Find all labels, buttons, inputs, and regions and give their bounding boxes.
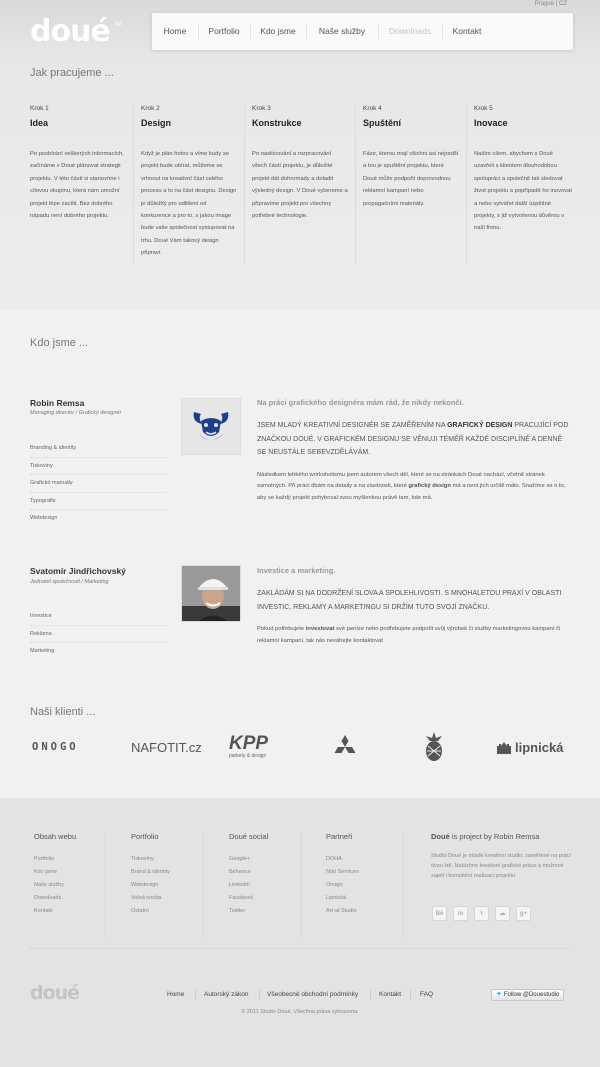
footer-column-title: Portfolio (131, 832, 159, 841)
footer-link[interactable]: Webdesign (131, 882, 159, 888)
bio-text-part: Pokud potřebujete (257, 626, 306, 632)
skill-item: Investice (30, 608, 166, 626)
footer-link[interactable]: Brand & identity (131, 869, 170, 875)
client-logo-text: lipnická (515, 739, 564, 755)
skill-item: Webdesign (30, 515, 58, 521)
footer-link[interactable]: Ostatní (131, 908, 149, 914)
main-nav (152, 13, 573, 50)
footer-link[interactable]: Kontakt (34, 908, 53, 914)
mitsubishi-diamonds-icon (332, 735, 358, 759)
footer-bottom-link-autorsky[interactable]: Autorský zákon (204, 991, 249, 998)
footer-link[interactable]: Lipnická (326, 895, 347, 901)
step-title: Inovace (474, 118, 508, 128)
pineapple-icon (424, 732, 444, 762)
person-photo (181, 565, 241, 622)
person-name: Svatomír Jindřichovský (30, 566, 126, 576)
bio-intro-text: PRACUJÍCÍ POD ZNAČKOU DOUÉ. V GRAFICKÉM DESIGNU SE VĚNUJI TÉMĚŘ KAŽDÉ DISCIPLÍNĚ A DENNĚ SE NEUSTÁLE SEBEVZDĚLÁVÁM. (257, 422, 569, 456)
footer-column-title: Doué social (229, 832, 269, 841)
footer-link[interactable]: Google+ (229, 856, 250, 862)
copyright: © 2011 Studio Doué. Všechna práva vyhrazena. (241, 1009, 359, 1015)
client-logo-text: NAFOTIT.cz (131, 739, 202, 755)
skill-item: Branding & identity (30, 440, 166, 458)
footer-link[interactable]: Onogo (326, 882, 343, 888)
step-divider (133, 105, 134, 265)
footer-link[interactable]: Twitter (229, 908, 246, 914)
bull-logo-icon (188, 406, 234, 448)
client-logo-onogo[interactable] (32, 732, 79, 762)
footer-link[interactable]: Kdo jsme (34, 869, 57, 875)
footer-divider (301, 832, 302, 937)
footer-bottom-divider (195, 990, 196, 999)
footer-about-title (431, 832, 571, 841)
twitter-bird-icon: ✦ (496, 991, 502, 998)
bio-text (257, 624, 572, 647)
nav-downloads[interactable]: Downloads (388, 26, 432, 36)
footer-bottom-divider (410, 990, 411, 999)
nav-home[interactable]: Home (163, 26, 187, 36)
footer-bottom-divider (259, 990, 260, 999)
skill-item: Grafické manuály (30, 475, 166, 493)
client-logo-text: ONOGO (32, 741, 79, 753)
bio-text-bold: investovat (305, 626, 335, 632)
skill-item: Reklama (30, 626, 166, 644)
clients-title: Naši klienti ... (30, 706, 96, 718)
person-bio (257, 566, 572, 647)
step-number: Krok 4 (363, 105, 382, 112)
footer-column-social (229, 832, 319, 918)
footer-column-obsah (34, 832, 124, 918)
person-photo (181, 398, 241, 455)
step-2 (141, 105, 237, 260)
nav-portfolio[interactable]: Portfolio (208, 26, 240, 36)
skill-item: Marketing (30, 648, 55, 654)
bio-intro (257, 419, 572, 460)
footer-bottom-link-home[interactable]: Home (167, 991, 185, 998)
nav-nase-sluzby[interactable]: Naše služby (318, 26, 366, 36)
footer-rule (30, 948, 572, 949)
client-logo-subtext: parkety & design (229, 753, 267, 759)
step-4 (363, 105, 459, 210)
footer-column-title: Partneři (326, 832, 353, 841)
client-logo-text: KPP (229, 733, 269, 754)
about-background (0, 310, 600, 798)
step-number: Krok 2 (141, 105, 160, 112)
castle-icon (496, 740, 512, 754)
step-5 (474, 105, 572, 235)
logo-trademark: TM (114, 22, 122, 28)
bio-headline: Investice a marketing. (257, 566, 336, 575)
cloud-icon[interactable]: ☁ (495, 906, 510, 921)
person-bio (257, 398, 572, 504)
footer-column-portfolio (131, 832, 221, 918)
bio-text-part: Následkem lehkého workoholismu jsem autorem všech děl, které se na stránkách Doué nachází, včetně stránek samotných. Při práci dbám na detaily a na vlastnosti, které (257, 471, 545, 489)
person-role: Jednatel společnosti / Marketing (30, 579, 109, 585)
bio-text (257, 470, 572, 505)
skill-list (30, 440, 166, 528)
client-logo-kpp[interactable] (229, 732, 268, 762)
footer-link[interactable]: Behance (229, 869, 251, 875)
nav-kdo-jsme[interactable]: Kdo jsme (260, 26, 296, 36)
person-role: Managing director / Grafický designér (30, 410, 122, 416)
footer-link[interactable]: Nári Services (326, 869, 359, 875)
footer-about-title-rest: is project by Robin Remsa (449, 832, 540, 841)
twitter-icon[interactable]: t (474, 906, 489, 921)
client-logo-pineapple[interactable] (424, 732, 444, 762)
footer-link[interactable]: Naše služby (34, 882, 64, 888)
step-title: Spuštění (363, 118, 402, 128)
footer-link[interactable]: LinkedIn (229, 882, 250, 888)
step-number: Krok 5 (474, 105, 493, 112)
person-name: Robin Remsa (30, 398, 85, 408)
language-switch[interactable]: Prague | CZ (534, 1, 567, 7)
footer-link[interactable]: Volná tvorba (131, 895, 162, 901)
step-number: Krok 3 (252, 105, 271, 112)
footer-link[interactable]: Downloads (34, 895, 62, 901)
step-divider (244, 105, 245, 265)
footer-logo[interactable]: doué (30, 982, 80, 1004)
twitter-follow-button[interactable] (491, 989, 564, 1001)
bio-intro-text: JSEM MLADÝ KREATIVNÍ DESIGNÉR SE ZAMĚŘENÍM NA (257, 422, 448, 429)
step-title: Design (141, 118, 172, 128)
google-plus-icon[interactable]: g+ (516, 906, 531, 921)
skill-list (30, 608, 166, 661)
footer-divider (403, 832, 404, 937)
bio-text-part: má a není jich určitě málo. Snažíme se o to, aby se každý projekt pohyboval svou myšlenkou právě tam, kde má. (257, 483, 566, 501)
step-text: Když je plán hotov a víme kudy se projekt bude ubírat, můžeme se vrhnout na kreativní část celého procesu a to na část designu. Design je důležitý pro odlišení od konkurence a pro to, s jakou image bude vaše společnost vystupovat na trhu. Doué Vám takový design připraví. (141, 151, 237, 257)
twitter-follow-label: Follow @Douestudio (503, 992, 560, 998)
bio-intro: ZAKLÁDÁM SI NA DODRŽENÍ SLOVA A SPOLEHLIVOSTI. S MNOHALETOU PRAXÍ V OBLASTI INVESTIC, REKLAMY A MARKETINGU SI DRŽÍM TUTO SVOJÍ ZNAČKU. (257, 590, 562, 611)
footer-link[interactable]: DOHA (326, 856, 342, 862)
step-text: Po posbírání veškerých informacích, začínáme v Doué plánovat strategii projektu. V této části si stanovíme i cílovou skupinu, která nám umožní projekt lépe zacílit. Bez dobrého nápadu není dobrého projektu. (30, 151, 124, 220)
step-text: Po naskicování a rozpracování všech částí projektu, je důležité projekt dát dohromady a doladit výsledný design. V Doué vybereme a připravíme projekt pro všechny potřebné technologie. (252, 151, 348, 220)
portrait-image (182, 566, 241, 622)
step-divider (466, 105, 467, 265)
footer-bottom-divider (370, 990, 371, 999)
step-1 (30, 105, 126, 222)
behance-icon[interactable]: Bē (432, 906, 447, 921)
footer-divider (203, 832, 204, 937)
footer-bottom-link-faq[interactable]: FAQ (420, 991, 434, 998)
skill-item: Typografie (30, 493, 166, 511)
footer-column-title: Obsah webu (34, 832, 77, 841)
footer-bottom-link-podminky[interactable]: Všeobecné obchodní podmínky (267, 991, 359, 998)
client-logo-nafotit[interactable] (131, 732, 202, 762)
footer-about-text: Studio Doué je mladé kreativní studio, zaměřené na práci dvou lidí. Nabízíme kreativní grafické práce a možnost zajetí i kompletní realizaci projektu. (431, 853, 571, 879)
bio-intro-bold: GRAFICKÝ DESIGN (447, 422, 513, 429)
bio-headline: Na práci grafického designéra mám rád, že nikdy nekončí. (257, 398, 464, 407)
step-title: Konstrukce (252, 118, 302, 128)
client-logo-mitsubishi[interactable] (332, 732, 358, 762)
process-title: Jak pracujeme ... (30, 67, 114, 79)
skill-item: Tiskoviny (30, 458, 166, 476)
footer-link[interactable]: Facebook (229, 895, 254, 901)
step-title: Idea (30, 118, 49, 128)
logo[interactable]: doué (30, 14, 110, 49)
step-number: Krok 1 (30, 105, 49, 112)
linkedin-icon[interactable]: in (453, 906, 468, 921)
footer-bottom-link-kontakt[interactable]: Kontakt (379, 991, 402, 998)
bio-text-part: své peníze nebo podřebujete podpořit svůj výrobek či služby marketingovou kampaní či reklamní kampaní, tak nás neváhejte kontaktovat (257, 626, 561, 644)
step-text: Fáze, kterou mají všichni asi nejradši a tou je spuštění projektu, které Doué může podpořit doprovodnou reklamní kampaní nebo propagačními materiály. (363, 151, 459, 207)
client-logo-lipnicka[interactable] (496, 732, 563, 762)
step-3 (252, 105, 348, 222)
footer-about-brand: Doué (431, 832, 450, 841)
footer-link[interactable]: Portfolio (34, 856, 55, 862)
step-text: Naším cílem, abychom s Doué uzavřeli s klientem dlouhodobou spolupráci a společně tak sledovat život projektu a popřípadě ho inovovat a nebo vytvářet další úspěšné projekty, s již vytvořenou důvěrou v naší firmu. (474, 151, 572, 232)
footer-link[interactable]: Tiskoviny (131, 856, 154, 862)
bio-text-bold: grafický design (408, 483, 451, 489)
footer-about (431, 832, 571, 881)
about-title: Kdo jsme ... (30, 337, 89, 349)
footer-link[interactable]: Art-at Studio (326, 908, 357, 914)
footer-divider (105, 832, 106, 937)
step-divider (355, 105, 356, 265)
nav-kontakt[interactable]: Kontakt (452, 26, 482, 36)
